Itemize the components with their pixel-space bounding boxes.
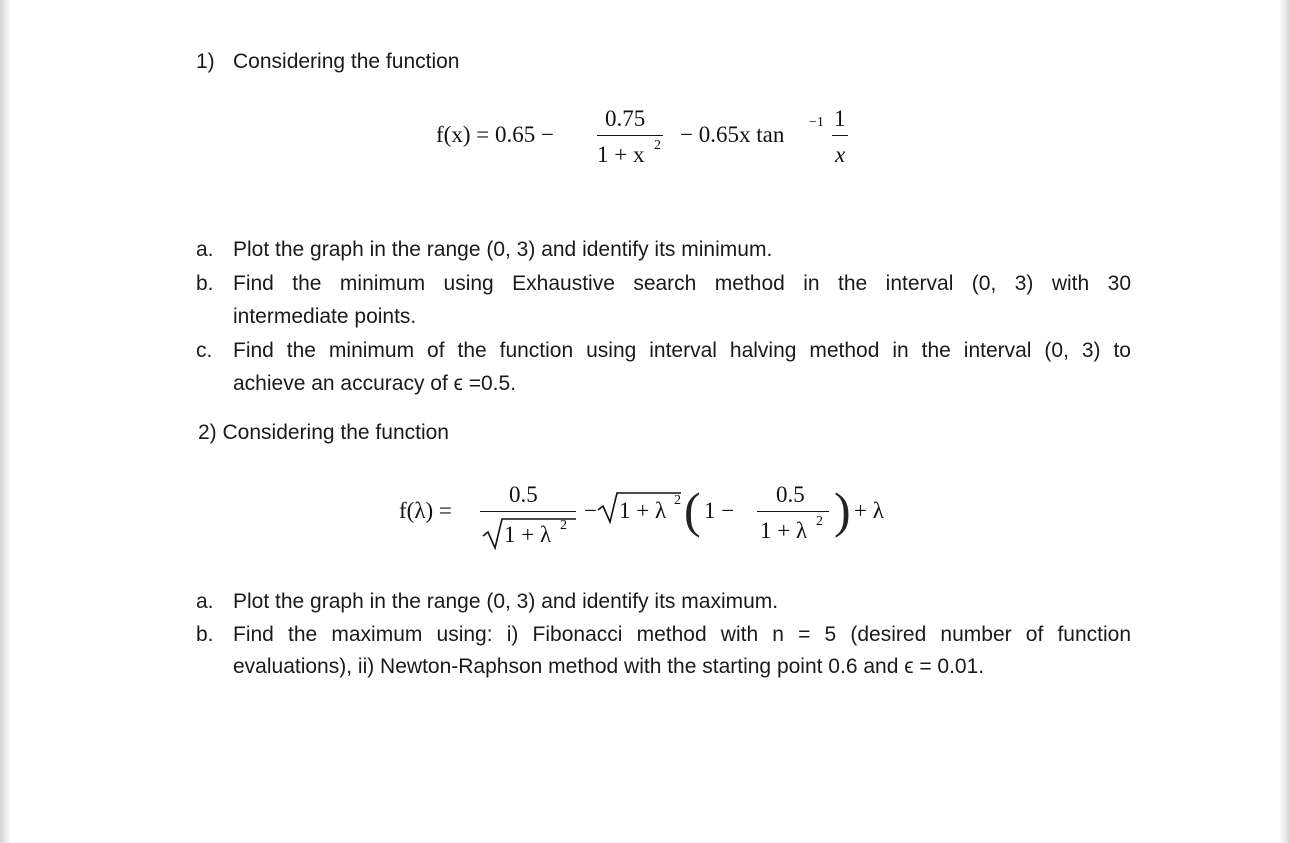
- question-2-heading: 2) Considering the function: [198, 421, 449, 444]
- formula-2-denominator-2-exponent: 2: [816, 514, 823, 529]
- item-label: a.: [196, 590, 214, 613]
- item-text-line-1: Find the minimum using Exhaustive search method in the interval (0, 3) with 30: [233, 272, 1131, 295]
- item-text-line-1: Find the minimum of the function using interval halving method in the interval (0, 3) to: [233, 339, 1131, 362]
- formula-2-radicand-exponent: 2: [674, 493, 681, 508]
- item-text: Plot the graph in the range (0, 3) and identify its maximum.: [233, 590, 779, 613]
- formula-1-fraction-bar-2: [832, 135, 848, 136]
- formula-1-numerator-1: 0.75: [605, 106, 646, 131]
- item-text: Plot the graph in the range (0, 3) and identify its minimum.: [233, 238, 773, 261]
- formula-2-plus-lambda: + λ: [854, 498, 884, 523]
- formula-2-denominator-1-exponent: 2: [560, 518, 567, 533]
- formula-2-numerator-1: 0.5: [509, 482, 538, 507]
- formula-1-tan-exponent: −1: [809, 115, 824, 130]
- formula-2-left-paren: (: [684, 482, 701, 538]
- formula-2-radicand: 1 + λ: [619, 498, 667, 523]
- item-label: c.: [196, 339, 213, 362]
- question-1-number: 1): [196, 50, 215, 73]
- formula-2-minus: −: [584, 498, 597, 523]
- item-label: a.: [196, 238, 214, 261]
- item-text-line-2: intermediate points.: [233, 305, 417, 328]
- item-label: b.: [196, 623, 214, 646]
- item-text-line-1: Find the maximum using: i) Fibonacci method with n = 5 (desired number of function: [233, 623, 1131, 646]
- item-label: b.: [196, 272, 214, 295]
- formula-1-fraction-bar-1: [597, 135, 663, 136]
- page-right-edge: [1280, 0, 1290, 843]
- item-text-line-2: evaluations), ii) Newton-Raphson method with the starting point 0.6 and ϵ = 0.01.: [233, 655, 985, 678]
- question-1-heading: Considering the function: [233, 50, 460, 73]
- page-left-edge: [0, 0, 10, 843]
- item-text-line-2: achieve an accuracy of ϵ =0.5.: [233, 372, 517, 395]
- formula-2-fraction-bar-1: [480, 511, 576, 512]
- formula-2-numerator-2: 0.5: [776, 482, 805, 507]
- formula-1-denominator-1-exponent: 2: [654, 138, 661, 153]
- formula-1-middle-term: − 0.65x tan: [680, 122, 785, 147]
- formula-2-one-minus: 1 −: [704, 498, 735, 523]
- formula-1-denominator-1: 1 + x: [597, 142, 645, 167]
- formula-2-denominator-1: 1 + λ: [504, 522, 552, 547]
- formula-1-lhs: f(x) = 0.65 −: [436, 122, 554, 147]
- formula-1-numerator-2: 1: [834, 106, 846, 131]
- formula-2-fraction-bar-2: [757, 511, 829, 512]
- formula-2-right-paren: ): [834, 482, 851, 538]
- formula-1-denominator-2: x: [835, 142, 846, 167]
- formula-2-denominator-2: 1 + λ: [760, 518, 808, 543]
- formula-2-lhs: f(λ) =: [399, 498, 452, 523]
